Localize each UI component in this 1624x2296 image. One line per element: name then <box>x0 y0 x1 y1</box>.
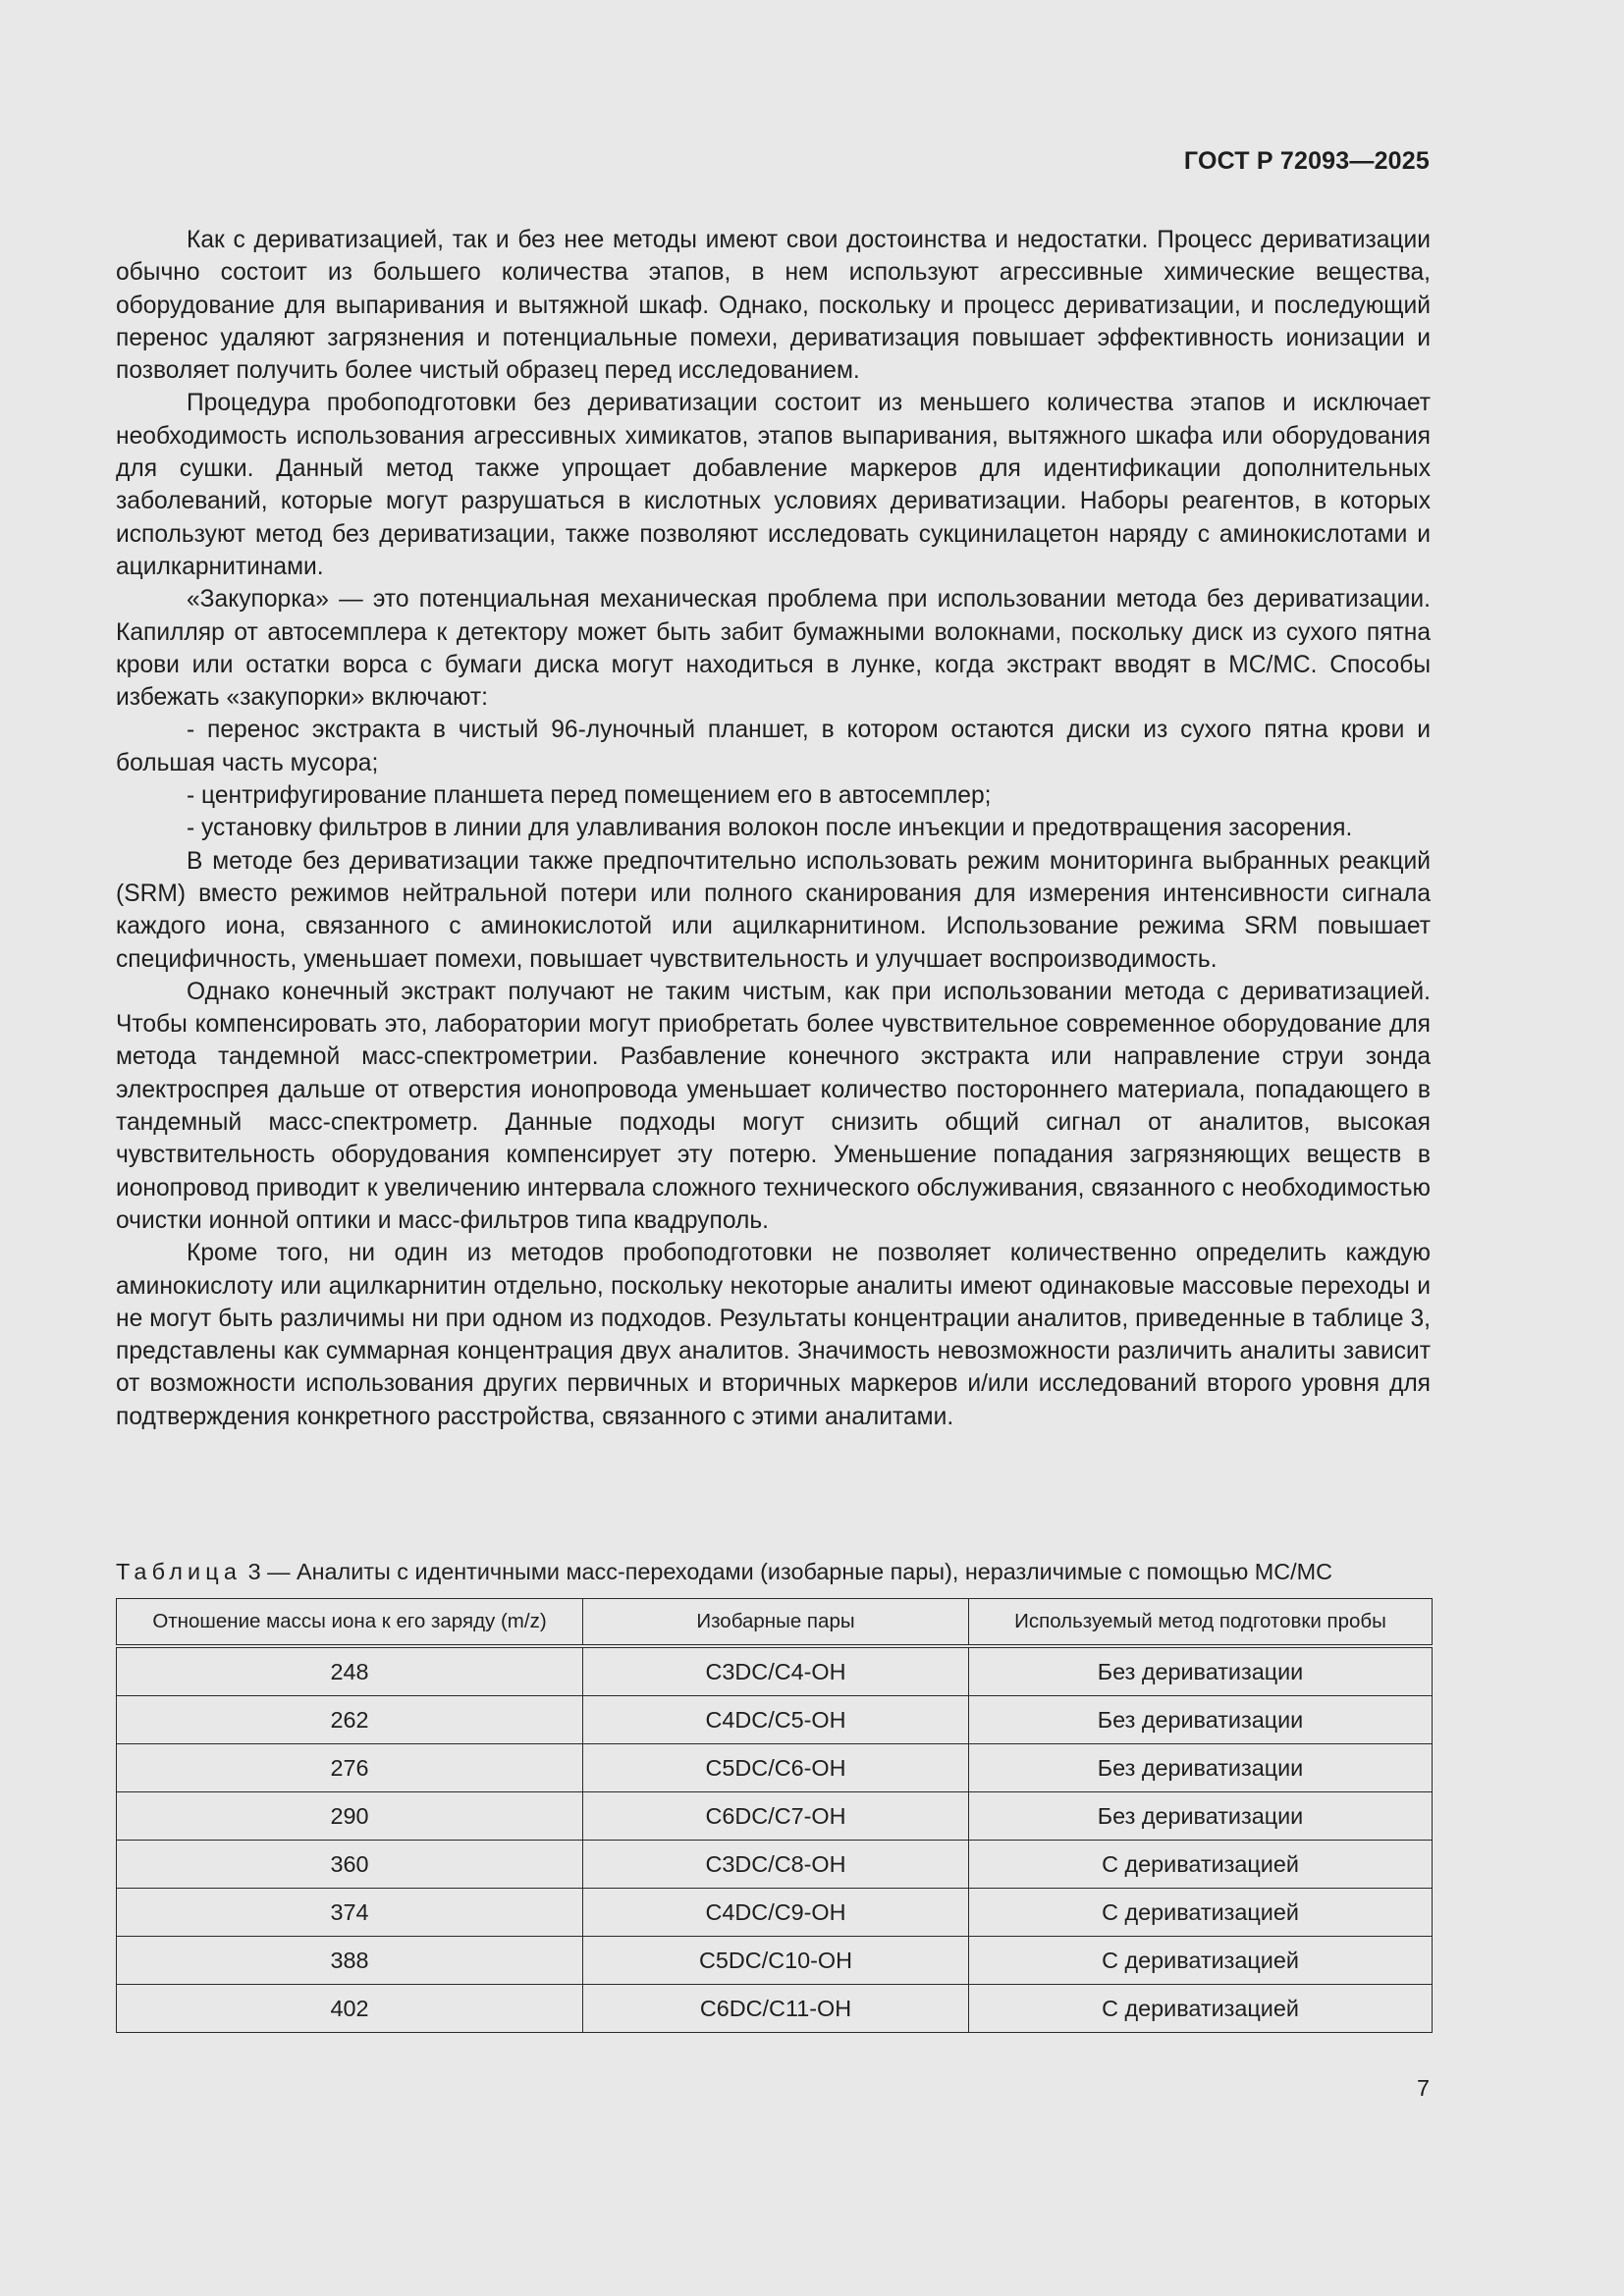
cell-mz: 402 <box>117 1985 583 2033</box>
cell-pair: C5DC/C10-OH <box>583 1937 969 1985</box>
cell-pair: C4DC/C9-OH <box>583 1889 969 1937</box>
table-row <box>117 1744 1433 1792</box>
cell-method: С дериватизацией <box>969 1841 1433 1889</box>
paragraph: Как с дериватизацией, так и без нее методы имеют свои достоинства и недостатки. Процесс дериватизации обычно состоит из большего количества этапов, в нем используют агрессивные химические вещества, оборудование для выпаривания и вытяжной шкаф. Однако, поскольку и процесс дериватизации, и последующий перенос удаляют загрязнения и потенциальные помехи, дериватизация повышает эффективность ионизации и позволяет получить более чистый образец перед исследованием. <box>116 227 1431 385</box>
cell-pair: C3DC/C8-OH <box>583 1841 969 1889</box>
table-row <box>117 1889 1433 1937</box>
cell-pair: C4DC/C5-OH <box>583 1696 969 1744</box>
table-row <box>117 1937 1433 1985</box>
body-text <box>116 224 1431 1433</box>
paragraph: В методе без дериватизации также предпочтительно использовать режим мониторинга выбранных реакций (SRM) вместо режимов нейтральной потери или полного сканирования для измерения интенсивности сигнала каждого иона, связанного с аминокислотой или ацилкарнитином. Использование режима SRM повышает специфичность, уменьшает помехи, повышает чувствительность и улучшает воспроизводимость. <box>116 847 1431 973</box>
cell-method: Без дериватизации <box>969 1744 1433 1792</box>
cell-pair: C3DC/C4-OH <box>583 1646 969 1696</box>
cell-method: С дериватизацией <box>969 1937 1433 1985</box>
table-row <box>117 1792 1433 1841</box>
table-row <box>117 1696 1433 1744</box>
paragraph: «Закупорка» — это потенциальная механическая проблема при использовании метода без дериватизации. Капилляр от автосемплера к детектору может быть забит бумажными волокнами, поскольку диск из сухого пятна крови или остатки ворса с бумаги диска могут находиться в лунке, когда экстракт вводят в МС/МС. Способы избежать «закупорки» включают: <box>116 586 1431 712</box>
paragraph: Процедура пробоподготовки без дериватизации состоит из меньшего количества этапов и исключает необходимость использования агрессивных химикатов, этапов выпаривания, вытяжного шкафа или оборудования для сушки. Данный метод также упрощает добавление маркеров для идентификации дополнительных заболеваний, которые могут разрушаться в кислотных условиях дериватизации. Наборы реагентов, в которых используют метод без дериватизации, также позволяют исследовать сукцинилацетон наряду с аминокислотами и ацилкарнитинами. <box>116 390 1431 580</box>
cell-method: С дериватизацией <box>969 1985 1433 2033</box>
cell-mz: 360 <box>117 1841 583 1889</box>
document-code-header: ГОСТ Р 72093—2025 <box>1183 147 1430 175</box>
cell-mz: 276 <box>117 1744 583 1792</box>
list-item: - установку фильтров в линии для улавливания волокон после инъекции и предотвращения засорения. <box>187 815 1353 842</box>
table-row <box>117 1985 1433 2033</box>
cell-method: С дериватизацией <box>969 1889 1433 1937</box>
page-number: 7 <box>1416 2075 1430 2101</box>
list-item: - центрифугирование планшета перед помещением его в автосемплер; <box>187 782 992 810</box>
table-row <box>117 1841 1433 1889</box>
cell-pair: C6DC/C11-OH <box>583 1985 969 2033</box>
column-header-mz: Отношение массы иона к его заряду (m/z) <box>117 1599 583 1647</box>
cell-mz: 290 <box>117 1792 583 1841</box>
paragraph: Кроме того, ни один из методов пробоподготовки не позволяет количественно определить каждую аминокислоту или ацилкарнитин отдельно, поскольку некоторые аналиты имеют одинаковые массовые переходы и не могут быть различимы ни при одном из подходов. Результаты концентрации аналитов, приведенные в таблице 3, представлены как суммарная концентрация двух аналитов. Значимость невозможности различить аналиты зависит от возможности использования других первичных и вторичных маркеров и/или исследований второго уровня для подтверждения конкретного расстройства, связанного с этими аналитами. <box>116 1240 1431 1430</box>
cell-pair: C5DC/C6-OH <box>583 1744 969 1792</box>
isobaric-pairs-table <box>116 1598 1433 2033</box>
cell-mz: 374 <box>117 1889 583 1937</box>
table-caption-label: Таблица <box>116 1559 243 1584</box>
cell-mz: 262 <box>117 1696 583 1744</box>
paragraph: Однако конечный экстракт получают не таким чистым, как при использовании метода с дериватизацией. Чтобы компенсировать это, лаборатории могут приобретать более чувствительное современное оборудование для метода тандемной масс-спектрометрии. Разбавление конечного экстракта или направление струи зонда электроспрея дальше от отверстия ионопровода уменьшает количество постороннего материала, попадающего в тандемный масс-спектрометр. Данные подходы могут снизить общий сигнал от аналитов, высокая чувствительность оборудования компенсирует эту потерю. Уменьшение попадания загрязняющих веществ в ионопровод приводит к увеличению интервала сложного технического обслуживания, связанного с необходимостью очистки ионной оптики и масс-фильтров типа квадруполь. <box>116 978 1431 1234</box>
table-caption-text: 3 — Аналиты с идентичными масс-переходами (изобарные пары), неразличимые с помощью МС/МС <box>247 1559 1333 1584</box>
cell-mz: 388 <box>117 1937 583 1985</box>
column-header-method: Используемый метод подготовки пробы <box>969 1599 1433 1647</box>
column-header-pairs: Изобарные пары <box>583 1599 969 1647</box>
table-header-row <box>117 1599 1433 1647</box>
cell-pair: C6DC/C7-OH <box>583 1792 969 1841</box>
cell-mz: 248 <box>117 1646 583 1696</box>
cell-method: Без дериватизации <box>969 1792 1433 1841</box>
cell-method: Без дериватизации <box>969 1646 1433 1696</box>
table-row <box>117 1646 1433 1696</box>
cell-method: Без дериватизации <box>969 1696 1433 1744</box>
table-caption <box>116 1557 1432 1586</box>
list-item: - перенос экстракта в чистый 96-луночный планшет, в котором остаются диски из сухого пятна крови и большая часть мусора; <box>116 717 1431 776</box>
